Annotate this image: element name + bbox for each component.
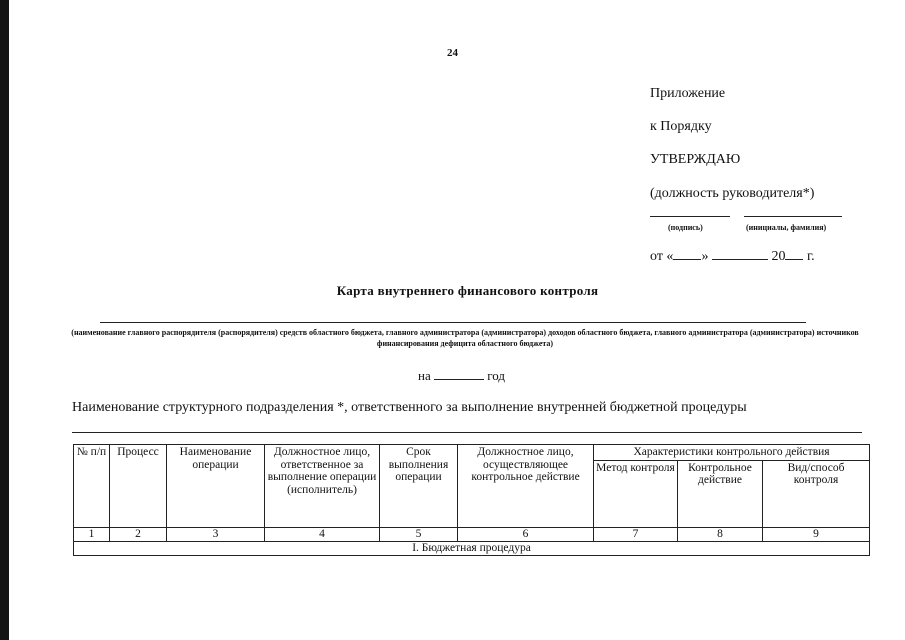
column-number: 2 (110, 527, 167, 541)
month-blank (712, 247, 768, 260)
signature-line (650, 216, 730, 217)
structural-unit-line (72, 432, 862, 433)
column-number: 9 (763, 527, 870, 541)
org-name-line (100, 322, 806, 323)
col-header-deadline: Срок выполнения операции (380, 445, 458, 528)
structural-unit-label: Наименование структурного подразделения *, ответственного за выполнение внутренней бюджетной процедуры (72, 400, 747, 415)
control-map-table (73, 444, 870, 556)
col-header-control-type: Вид/способ контроля (763, 460, 870, 527)
col-header-responsible: Должностное лицо, ответственное за выполнение операции (исполнитель) (265, 445, 380, 528)
column-number: 8 (678, 527, 763, 541)
column-number: 5 (380, 527, 458, 541)
section-row (74, 541, 870, 555)
year-field-blank (434, 367, 484, 380)
date-century: 20 (771, 249, 786, 264)
col-header-control-action: Контрольное действие (678, 460, 763, 527)
col-header-controller: Должностное лицо, осуществляющее контрольное действие (458, 445, 594, 528)
date-quote-close: » (701, 249, 709, 264)
column-number-row (74, 527, 870, 541)
section-label: I. Бюджетная процедура (74, 541, 870, 555)
appendix-label: Приложение (650, 86, 726, 101)
page-number: 24 (447, 47, 458, 59)
col-header-method: Метод контроля (594, 460, 678, 527)
name-caption: (инициалы, фамилия) (746, 223, 827, 232)
col-header-characteristics: Характеристики контрольного действия (594, 445, 870, 461)
column-number: 1 (74, 527, 110, 541)
name-line (744, 216, 842, 217)
approval-date (650, 247, 815, 265)
column-number: 7 (594, 527, 678, 541)
year-prefix: на (418, 368, 431, 383)
date-prefix: от « (650, 249, 674, 264)
column-number: 3 (167, 527, 265, 541)
head-position: (должность руководителя*) (650, 186, 815, 201)
column-number: 6 (458, 527, 594, 541)
signature-caption: (подпись) (668, 223, 703, 232)
year-row (418, 367, 505, 384)
column-number: 4 (265, 527, 380, 541)
date-suffix: г. (806, 249, 815, 264)
document-title: Карта внутреннего финансового контроля (336, 283, 599, 298)
approval-heading: УТВЕРЖДАЮ (650, 152, 741, 167)
org-caption: (наименование главного распорядителя (распорядителя) средств областного бюджета, главного администратора (администратора) доходов областного бюджета, главного администратора (администратора) источников финансирования дефицита областного бюджета) (71, 328, 859, 348)
year-blank (785, 247, 803, 260)
col-header-process: Процесс (110, 445, 167, 528)
order-reference: к Порядку (650, 119, 712, 134)
col-header-operation: Наименование операции (167, 445, 265, 528)
year-suffix: год (487, 368, 505, 383)
scan-edge (0, 0, 9, 640)
day-blank (673, 247, 701, 260)
col-header-no: № п/п (74, 445, 110, 528)
